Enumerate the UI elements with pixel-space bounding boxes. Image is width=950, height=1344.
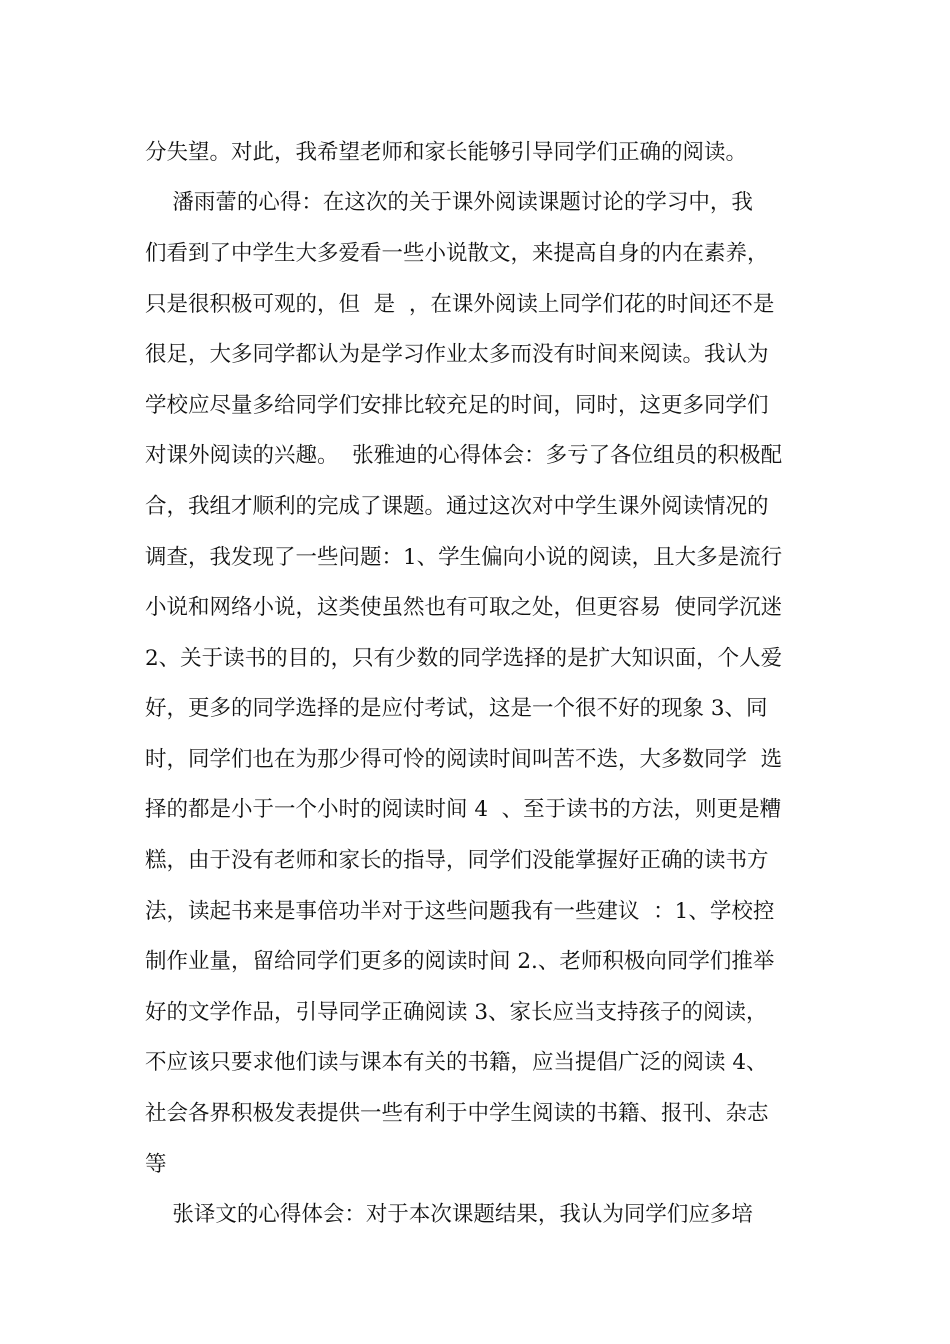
text-line: 分失望。对此，我希望老师和家长能够引导同学们正确的阅读。 <box>145 140 748 165</box>
text-line: 2、关于读书的目的，只有少数的同学选择的是扩大知识面，个人爱 <box>145 646 783 671</box>
text-line: 调查，我发现了一些问题：1、学生偏向小说的阅读，且大多是流行 <box>145 545 783 570</box>
text-line: 择的都是小于一个小时的阅读时间 4 、至于读书的方法，则更是糟 <box>145 797 782 822</box>
text-line: 不应该只要求他们读与课本有关的书籍，应当提倡广泛的阅读 4、 <box>145 1050 768 1075</box>
text-line: 好，更多的同学选择的是应付考试，这是一个很不好的现象 3、同 <box>145 696 768 721</box>
text-line: 潘雨蕾的心得：在这次的关于课外阅读课题讨论的学习中，我 <box>145 190 753 215</box>
text-line: 法，读起书来是事倍功半对于这些问题我有一些建议 ：1、学校控 <box>145 899 775 924</box>
text-line: 对课外阅读的兴趣。 张雅迪的心得体会：多亏了各位组员的积极配 <box>145 443 783 468</box>
text-line: 时，同学们也在为那少得可怜的阅读时间叫苦不迭，大多数同学 选 <box>145 747 783 772</box>
text-line: 学校应尽量多给同学们安排比较充足的时间，同时，这更多同学们 <box>145 393 769 418</box>
text-line: 很足，大多同学都认为是学习作业太多而没有时间来阅读。我认为 <box>145 342 769 367</box>
text-line: 们看到了中学生大多爱看一些小说散文，来提高自身的内在素养， <box>145 241 769 266</box>
text-line: 社会各界积极发表提供一些有利于中学生阅读的书籍、报刊、杂志 <box>145 1101 769 1126</box>
text-line: 糕，由于没有老师和家长的指导，同学们没能掌握好正确的读书方 <box>145 848 769 873</box>
text-line: 等 <box>145 1152 167 1177</box>
text-line: 小说和网络小说，这类使虽然也有可取之处，但更容易 使同学沉迷 <box>145 595 783 620</box>
text-line: 好的文学作品，引导同学正确阅读 3、家长应当支持孩子的阅读， <box>145 1000 768 1025</box>
text-line: 张译文的心得体会：对于本次课题结果，我认为同学们应多培 <box>145 1202 753 1227</box>
text-line: 只是很积极可观的，但 是 ，在课外阅读上同学们花的时间还不是 <box>145 292 775 317</box>
text-line: 制作业量，留给同学们更多的阅读时间 2.、老师积极向同学们推举 <box>145 949 775 974</box>
text-line: 合，我组才顺利的完成了课题。通过这次对中学生课外阅读情况的 <box>145 494 769 519</box>
